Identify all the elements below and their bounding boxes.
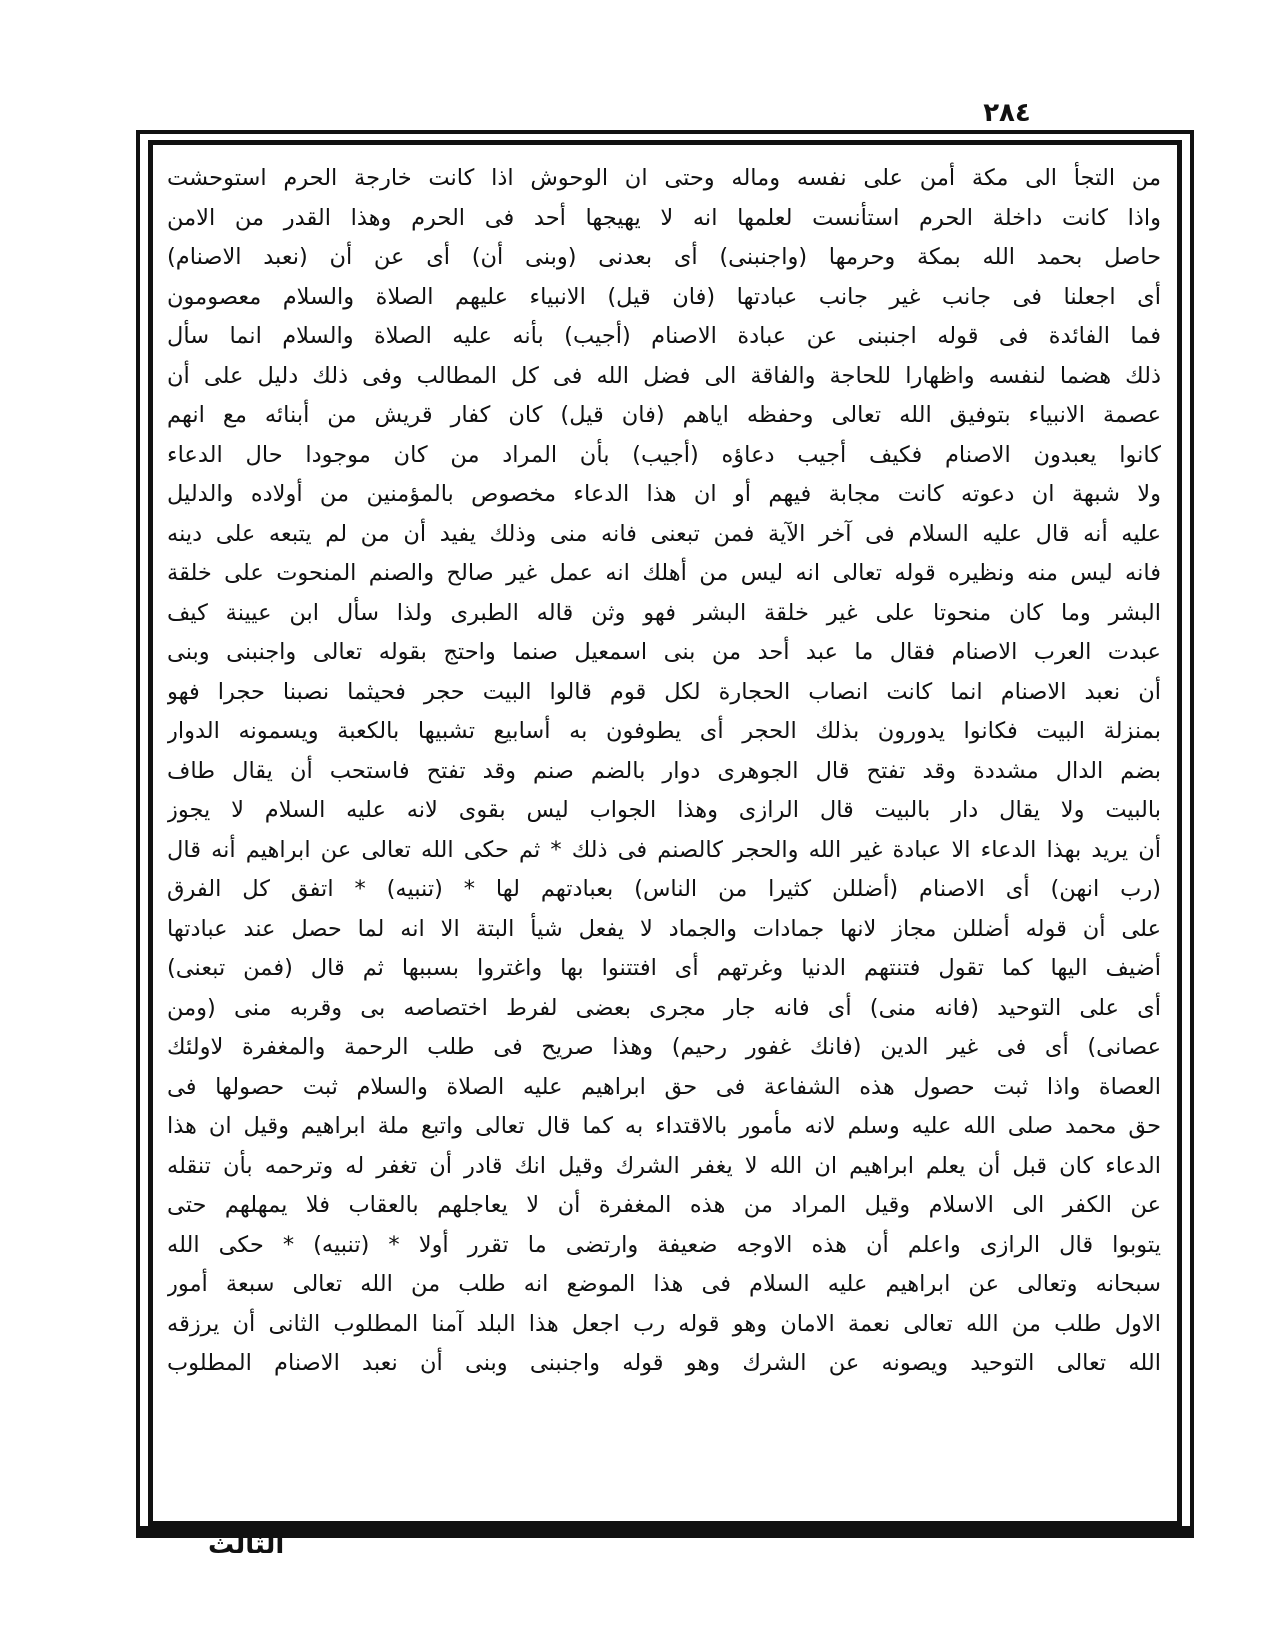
text-line: أضيف اليها كما تقول فتنتهم الدنيا وغرتهم أى افتتنوا بها واغتروا بسببها ثم قال (فمن تبعنى) [167,955,1161,981]
text-line: الله تعالى التوحيد ويصونه عن الشرك وهو قوله واجنبنى وبنى أن نعبد الاصنام المطلوب [167,1350,1161,1376]
text-frame [148,140,1182,1526]
page-number: ٢٨٤ [983,98,1031,128]
text-line: البشر وما كان منحوتا على غير خلقة البشر فهو وثن قاله الطبرى ولذا سأل ابن عيينة كيف [167,599,1161,626]
text-line: الدعاء كان قبل أن يعلم ابراهيم ان الله لا يغفر الشرك وقيل انك قادر أن تغفر له وترحمه بأن تنقله [167,1152,1161,1179]
text-line: أى اجعلنا فى جانب غير جانب عبادتها (فان قيل) الانبياء عليهم الصلاة والسلام معصومون [167,283,1161,310]
text-line: العصاة واذا ثبت حصول هذه الشفاعة فى حق ابراهيم عليه الصلاة والسلام ثبت حصولها فى [167,1073,1161,1100]
text-body [167,159,1161,1511]
text-line: حق محمد صلى الله عليه وسلم لانه مأمور بالاقتداء به كما قال تعالى واتبع ملة ابراهيم وقيل ان هذا [167,1113,1161,1139]
text-line: فما الفائدة فى قوله اجنبنى عن عبادة الاصنام (أجيب) بأنه عليه الصلاة والسلام انما سأل [167,323,1161,349]
text-line: عن الكفر الى الاسلام وقيل المراد من هذه المغفرة أن لا يعاجلهم بالعقاب فلا يمهلهم حتى [167,1192,1161,1218]
text-line: عصمة الانبياء بتوفيق الله تعالى وحفظه اياهم (فان قيل) كان كفار قريش من أبنائه مع انهم [167,402,1161,428]
text-line: بمنزلة البيت فكانوا يدورون بذلك الحجر أى يطوفون به أسابيع تشبيها بالكعبة ويسمونه الدوار [167,718,1161,744]
text-line: بالبيت ولا يقال دار بالبيت قال الرازى وهذا الجواب ليس بقوى لانه عليه السلام لا يجوز [167,797,1161,823]
text-line: الاول طلب من الله تعالى نعمة الامان وهو قوله رب اجعل هذا البلد آمنا المطلوب الثانى أن يرزقه [167,1310,1161,1337]
text-line: واذا كانت داخلة الحرم استأنست لعلمها انه لا يهيجها أحد فى الحرم وهذا القدر من الامن [167,204,1161,231]
text-line: ذلك هضما لنفسه واظهارا للحاجة والفاقة الى فضل الله فى كل المطالب وفى ذلك دليل على أن [167,362,1161,389]
text-line: كانوا يعبدون الاصنام فكيف أجيب دعاؤه (أجيب) بأن المراد من كان موجودا حال الدعاء [167,441,1161,468]
text-line: (رب انهن) أى الاصنام (أضللن كثيرا من الناس) بعبادتهم لها * (تنبيه) * اتفق كل الفرق [167,876,1161,902]
text-line: من التجأ الى مكة أمن على نفسه وماله وحتى ان الوحوش اذا كانت خارجة الحرم استوحشت [167,165,1161,191]
text-line: أن يريد بهذا الدعاء الا عبادة غير الله والحجر كالصنم فى ذلك * ثم حكى الله تعالى عن ابراهيم أنه قال [167,836,1161,863]
catchword: الثالث [208,1530,285,1560]
text-line: على أن قوله أضللن مجاز لانها جمادات والجماد لا يفعل شيأ البتة الا انه لما حصل عند عبادتها [167,915,1161,942]
text-line: فانه ليس منه ونظيره قوله تعالى انه ليس من أهلك انه عمل غير صالح والصنم المنحوت على خلقة [167,560,1161,586]
page-frame [136,130,1194,1538]
text-line: بضم الدال مشددة وقد تفتح قال الجوهرى دوار بالضم صنم وقد تفتح فاستحب أن يقال طاف [167,757,1161,784]
bottom-rule [136,1526,1194,1534]
text-line: عليه أنه قال عليه السلام فى آخر الآية فمن تبعنى فانه منى وذلك يفيد أن من لم يتبعه على دينه [167,520,1161,547]
text-line: أى على التوحيد (فانه منى) أى فانه جار مجرى بعضى لفرط اختصاصه بى وقربه منى (ومن [167,994,1161,1021]
text-line: حاصل بحمد الله بمكة وحرمها (واجنبنى) أى بعدنى (وبنى أن) أى عن أن (نعبد الاصنام) [167,244,1161,270]
text-line: يتوبوا قال الرازى واعلم أن هذه الاوجه ضعيفة وارتضى ما تقرر أولا * (تنبيه) * حكى الله [167,1231,1161,1258]
text-line: أن نعبد الاصنام انما كانت انصاب الحجارة لكل قوم قالوا البيت حجر فحيثما نصبنا حجرا فهو [167,678,1161,705]
text-line: عبدت العرب الاصنام فقال ما عبد أحد من بنى اسمعيل صنما واحتج بقوله تعالى واجنبنى وبنى [167,639,1161,665]
text-line: عصانى) أى فى غير الدين (فانك غفور رحيم) وهذا صريح فى طلب الرحمة والمغفرة لاولئك [167,1034,1161,1060]
text-line: ولا شبهة ان دعوته كانت مجابة فيهم أو ان هذا الدعاء مخصوص بالمؤمنين من أولاده والدليل [167,481,1161,507]
text-line: سبحانه وتعالى عن ابراهيم عليه السلام فى هذا الموضع انه طلب من الله تعالى سبعة أمور [167,1271,1161,1297]
